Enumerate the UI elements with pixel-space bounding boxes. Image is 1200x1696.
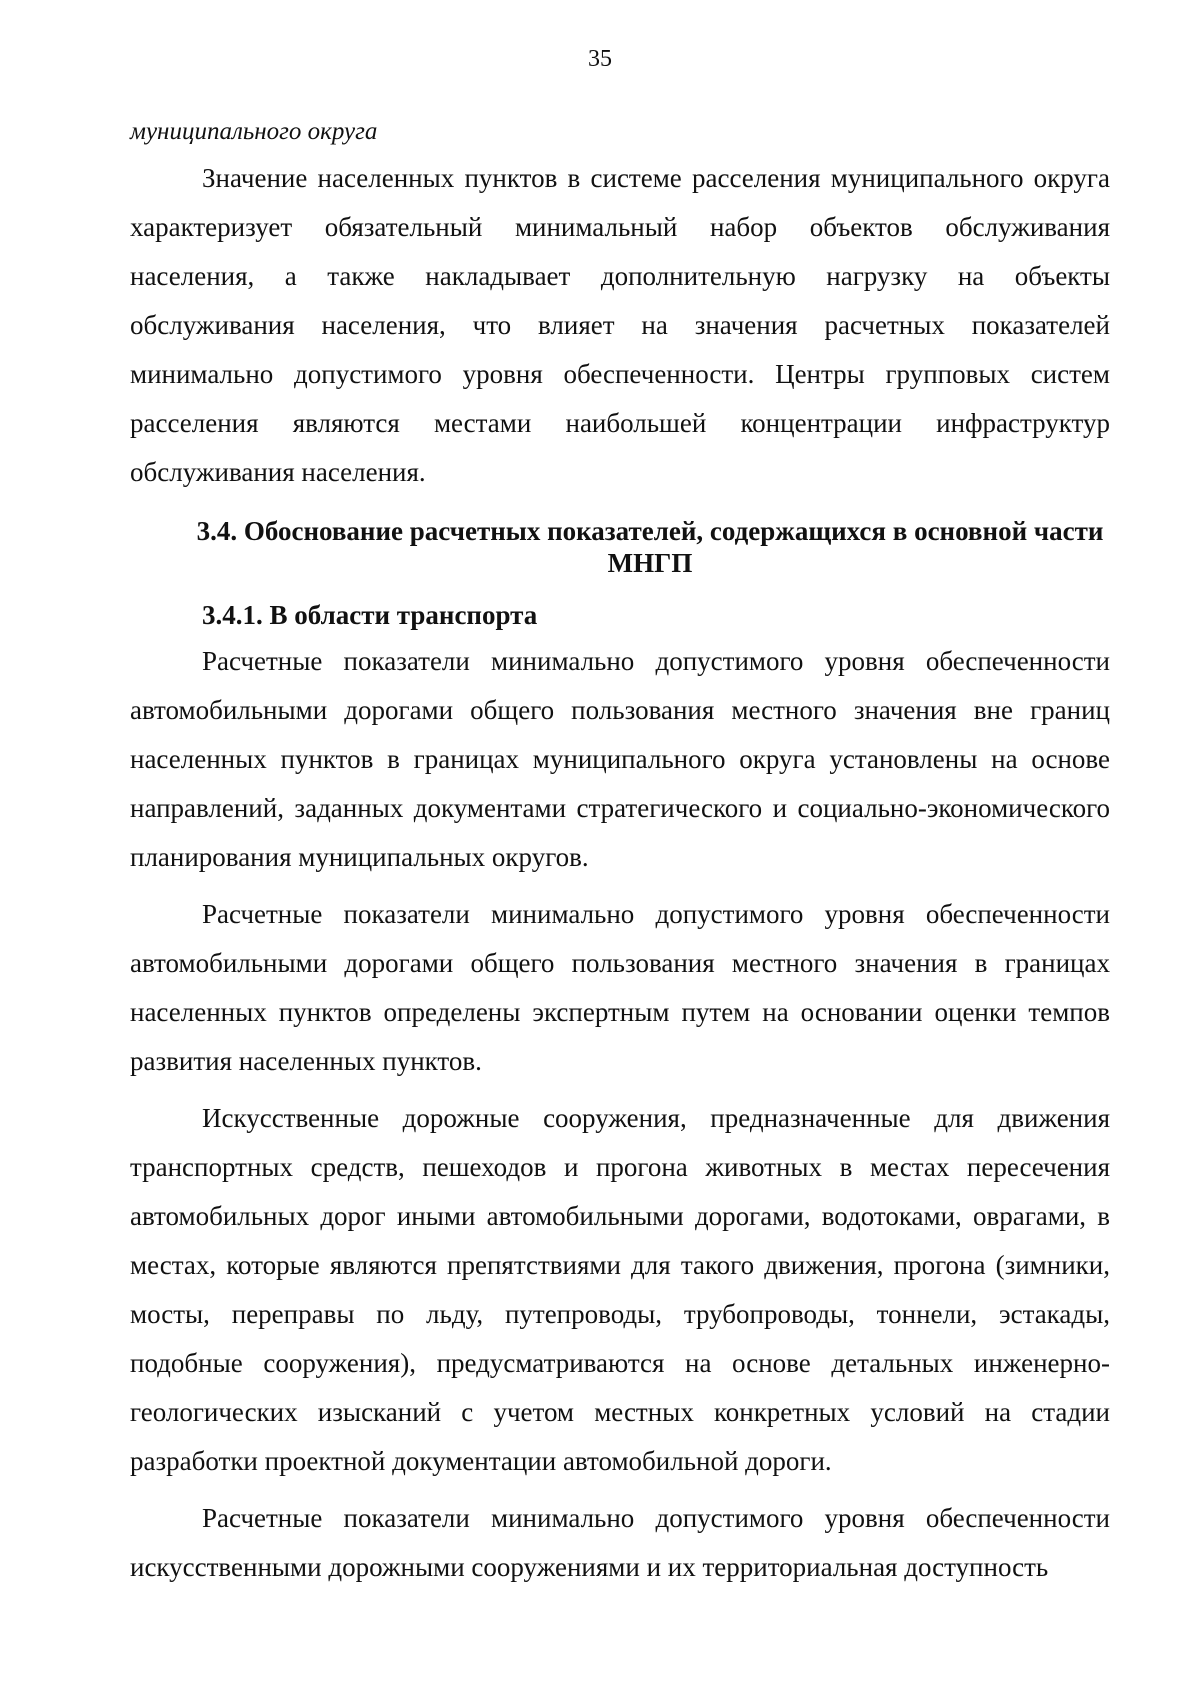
- paragraph: Расчетные показатели минимально допустимого уровня обеспеченности искусственными дорожными сооружениями и их территориальная доступность: [130, 1503, 1110, 1582]
- section-heading: 3.4. Обоснование расчетных показателей, содержащихся в основной части МНГП: [196, 516, 1104, 578]
- page-content: [130, 110, 1110, 1592]
- page-number: 35: [588, 46, 612, 72]
- continued-heading: муниципального округа: [130, 118, 378, 145]
- paragraph: Искусственные дорожные сооружения, предназначенные для движения транспортных средств, пешеходов и прогона животных в местах пересечения автомобильных дорог иными автомобильными дорогами, водотоками, оврагами, в местах, которые являются препятствиями для такого движения, прогона (зимники, мосты, переправы по льду, путепроводы, трубопроводы, тоннели, эстакады, подобные сооружения), предусматриваются на основе детальных инженерно-геологических изысканий с учетом местных конкретных условий на стадии разработки проектной документации автомобильной дороги.: [130, 1103, 1110, 1476]
- subsection-heading: 3.4.1. В области транспорта: [202, 600, 538, 630]
- paragraph: Расчетные показатели минимально допустимого уровня обеспеченности автомобильными дорогами общего пользования местного значения в границах населенных пунктов определены экспертным путем на основании оценки темпов развития населенных пунктов.: [130, 899, 1110, 1076]
- paragraph-intro: Значение населенных пунктов в системе расселения муниципального округа характеризует обязательный минимальный набор объектов обслуживания населения, а также накладывает дополнительную нагрузку на объекты обслуживания населения, что влияет на значения расчетных показателей минимально допустимого уровня обеспеченности. Центры групповых систем расселения являются местами наибольшей концентрации инфраструктур обслуживания населения.: [130, 163, 1110, 487]
- paragraph: Расчетные показатели минимально допустимого уровня обеспеченности автомобильными дорогами общего пользования местного значения вне границ населенных пунктов в границах муниципального округа установлены на основе направлений, заданных документами стратегического и социально-экономического планирования муниципальных округов.: [130, 646, 1110, 872]
